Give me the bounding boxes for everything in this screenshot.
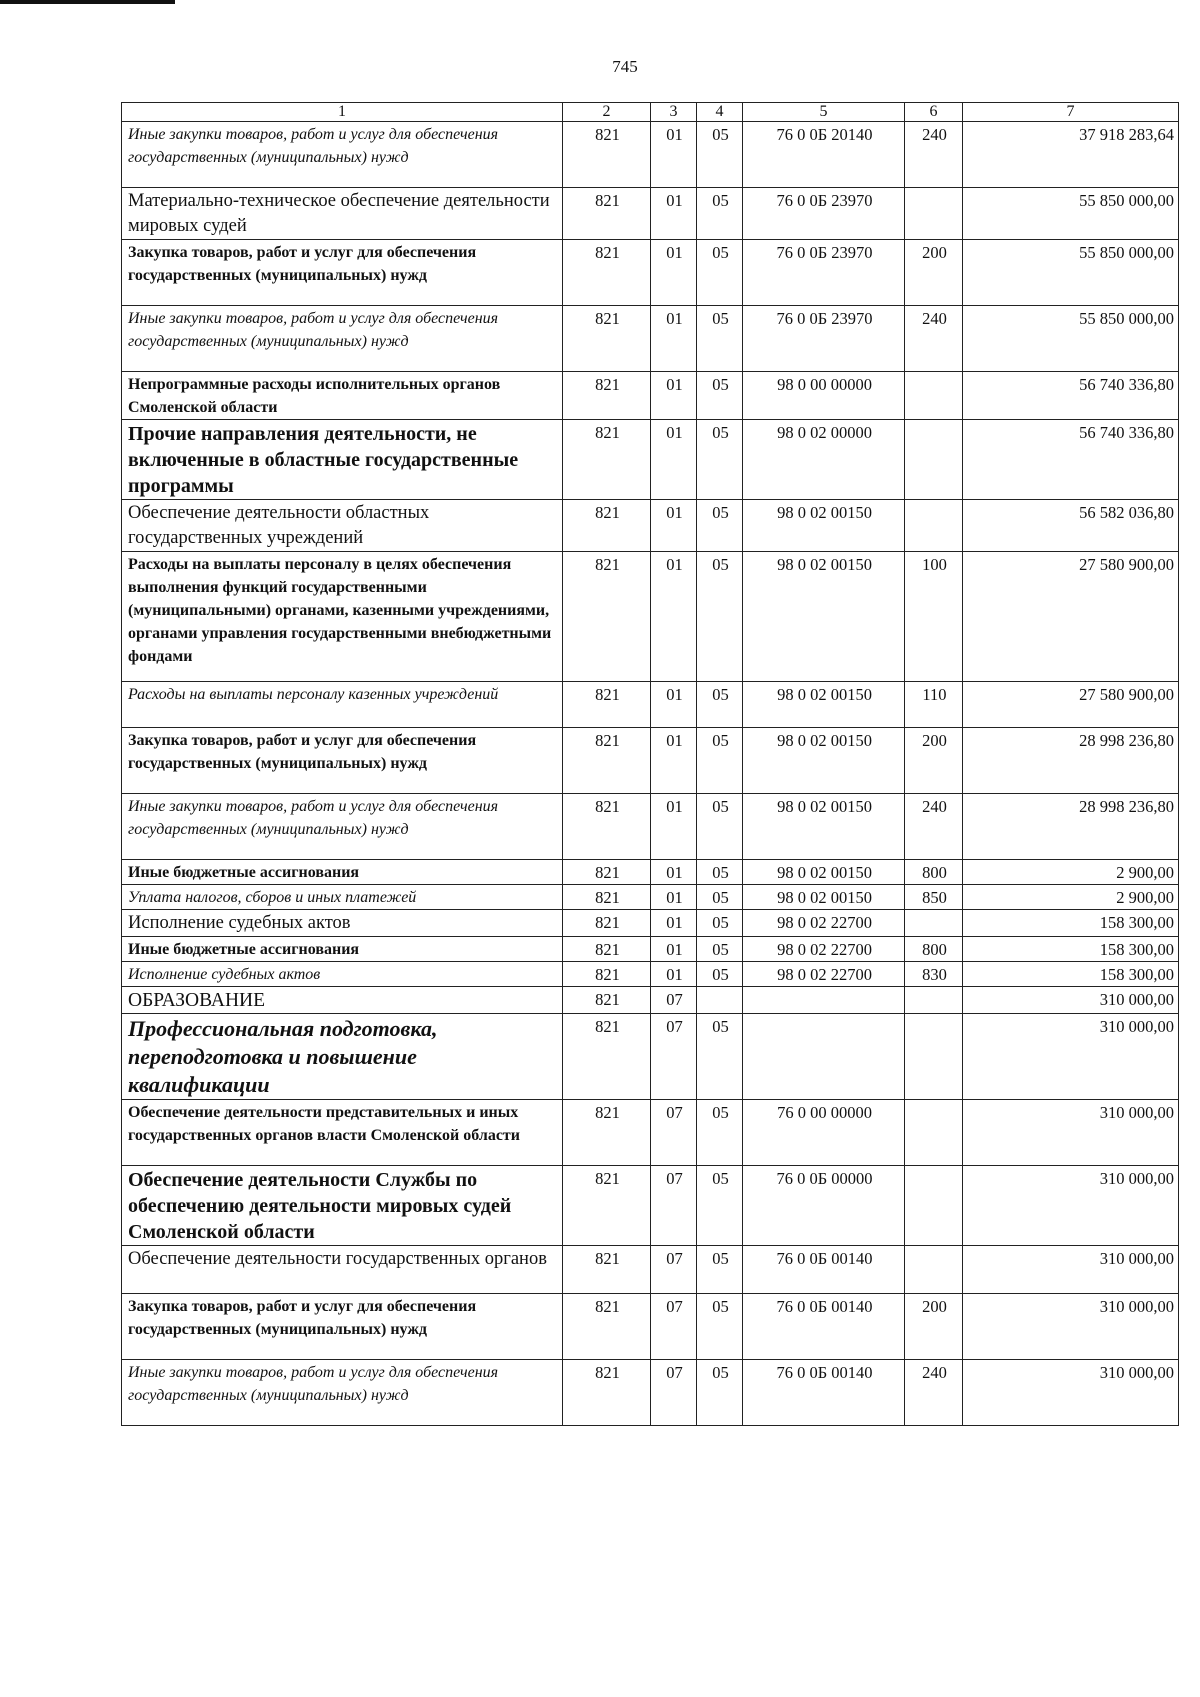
code-section: 01: [651, 500, 697, 552]
budget-table: [121, 102, 1179, 1426]
code-expense-type: [905, 987, 963, 1014]
code-section: 01: [651, 937, 697, 962]
code-expense-type: 800: [905, 860, 963, 885]
amount: 55 850 000,00: [963, 306, 1179, 372]
row-name: Иные бюджетные ассигнования: [122, 937, 563, 962]
code-target-article: 76 0 00 00000: [743, 1100, 905, 1166]
code-subsection: 05: [697, 188, 743, 240]
table-row: [122, 1014, 1179, 1100]
code-department: 821: [563, 188, 651, 240]
code-department: 821: [563, 728, 651, 794]
column-header: 2: [563, 103, 651, 122]
code-target-article: 76 0 0Б 20140: [743, 122, 905, 188]
row-name: ОБРАЗОВАНИЕ: [122, 987, 563, 1014]
code-subsection: 05: [697, 372, 743, 420]
table-row: [122, 682, 1179, 728]
code-subsection: 05: [697, 306, 743, 372]
code-department: 821: [563, 1294, 651, 1360]
code-target-article: 76 0 0Б 00140: [743, 1294, 905, 1360]
code-expense-type: [905, 1166, 963, 1246]
code-target-article: 76 0 0Б 00000: [743, 1166, 905, 1246]
code-target-article: 76 0 0Б 23970: [743, 306, 905, 372]
column-header: 4: [697, 103, 743, 122]
amount: 158 300,00: [963, 937, 1179, 962]
amount: 28 998 236,80: [963, 794, 1179, 860]
code-department: 821: [563, 1014, 651, 1100]
code-target-article: 76 0 0Б 23970: [743, 188, 905, 240]
row-name: Прочие направления деятельности, не включенные в областные государственные программы: [122, 420, 563, 500]
column-header: 7: [963, 103, 1179, 122]
code-target-article: 98 0 02 00150: [743, 794, 905, 860]
table-row: [122, 987, 1179, 1014]
row-name: Уплата налогов, сборов и иных платежей: [122, 885, 563, 910]
table-row: [122, 188, 1179, 240]
code-department: 821: [563, 860, 651, 885]
code-subsection: 05: [697, 860, 743, 885]
code-target-article: [743, 987, 905, 1014]
code-expense-type: 200: [905, 1294, 963, 1360]
code-subsection: 05: [697, 1014, 743, 1100]
code-subsection: 05: [697, 1360, 743, 1426]
code-department: 821: [563, 1166, 651, 1246]
row-name: Закупка товаров, работ и услуг для обеспечения государственных (муниципальных) нужд: [122, 728, 563, 794]
code-target-article: 98 0 02 00000: [743, 420, 905, 500]
scan-edge-mark: [0, 0, 175, 4]
code-department: 821: [563, 306, 651, 372]
code-subsection: 05: [697, 1166, 743, 1246]
code-section: 07: [651, 1014, 697, 1100]
code-expense-type: [905, 372, 963, 420]
table-row: [122, 1360, 1179, 1426]
code-target-article: 76 0 0Б 00140: [743, 1360, 905, 1426]
code-target-article: 98 0 02 00150: [743, 682, 905, 728]
code-target-article: 98 0 02 00150: [743, 860, 905, 885]
amount: 310 000,00: [963, 1166, 1179, 1246]
code-department: 821: [563, 937, 651, 962]
code-subsection: 05: [697, 794, 743, 860]
column-header: 5: [743, 103, 905, 122]
code-expense-type: 100: [905, 552, 963, 682]
code-target-article: 98 0 02 00150: [743, 728, 905, 794]
amount: 310 000,00: [963, 1246, 1179, 1294]
table-row: [122, 122, 1179, 188]
row-name: Расходы на выплаты персоналу казенных учреждений: [122, 682, 563, 728]
code-subsection: 05: [697, 937, 743, 962]
code-subsection: 05: [697, 1100, 743, 1166]
table-row: [122, 372, 1179, 420]
table-row: [122, 240, 1179, 306]
code-subsection: 05: [697, 420, 743, 500]
code-subsection: 05: [697, 728, 743, 794]
code-target-article: 76 0 0Б 23970: [743, 240, 905, 306]
row-name: Закупка товаров, работ и услуг для обеспечения государственных (муниципальных) нужд: [122, 240, 563, 306]
code-department: 821: [563, 962, 651, 987]
row-name: Обеспечение деятельности представительных и иных государственных органов власти Смоленской области: [122, 1100, 563, 1166]
code-section: 07: [651, 1360, 697, 1426]
row-name: Непрограммные расходы исполнительных органов Смоленской области: [122, 372, 563, 420]
row-name: Обеспечение деятельности областных государственных учреждений: [122, 500, 563, 552]
code-department: 821: [563, 500, 651, 552]
amount: 158 300,00: [963, 962, 1179, 987]
table-row: [122, 306, 1179, 372]
amount: 310 000,00: [963, 987, 1179, 1014]
table-row: [122, 552, 1179, 682]
code-target-article: 98 0 02 22700: [743, 937, 905, 962]
code-expense-type: 200: [905, 728, 963, 794]
code-section: 07: [651, 1166, 697, 1246]
table-row: [122, 794, 1179, 860]
code-section: 01: [651, 306, 697, 372]
row-name: Материально-техническое обеспечение деятельности мировых судей: [122, 188, 563, 240]
code-subsection: 05: [697, 682, 743, 728]
code-target-article: 98 0 00 00000: [743, 372, 905, 420]
row-name: Иные закупки товаров, работ и услуг для обеспечения государственных (муниципальных) нужд: [122, 1360, 563, 1426]
code-target-article: 98 0 02 22700: [743, 910, 905, 937]
amount: 2 900,00: [963, 860, 1179, 885]
table-row: [122, 500, 1179, 552]
column-header: 6: [905, 103, 963, 122]
table-row: [122, 728, 1179, 794]
code-expense-type: 200: [905, 240, 963, 306]
code-department: 821: [563, 1360, 651, 1426]
amount: 55 850 000,00: [963, 188, 1179, 240]
code-expense-type: 850: [905, 885, 963, 910]
column-header: 1: [122, 103, 563, 122]
amount: 310 000,00: [963, 1360, 1179, 1426]
code-subsection: 05: [697, 885, 743, 910]
code-expense-type: 800: [905, 937, 963, 962]
code-expense-type: [905, 1246, 963, 1294]
code-expense-type: 240: [905, 1360, 963, 1426]
code-department: 821: [563, 552, 651, 682]
code-subsection: 05: [697, 1294, 743, 1360]
table-row: [122, 1294, 1179, 1360]
amount: 37 918 283,64: [963, 122, 1179, 188]
row-name: Закупка товаров, работ и услуг для обеспечения государственных (муниципальных) нужд: [122, 1294, 563, 1360]
row-name: Исполнение судебных актов: [122, 962, 563, 987]
code-expense-type: [905, 420, 963, 500]
code-subsection: [697, 987, 743, 1014]
code-department: 821: [563, 682, 651, 728]
amount: 56 740 336,80: [963, 420, 1179, 500]
amount: 27 580 900,00: [963, 682, 1179, 728]
code-department: 821: [563, 240, 651, 306]
code-target-article: 98 0 02 00150: [743, 552, 905, 682]
table-row: [122, 860, 1179, 885]
amount: 27 580 900,00: [963, 552, 1179, 682]
code-expense-type: 240: [905, 306, 963, 372]
amount: 158 300,00: [963, 910, 1179, 937]
code-section: 07: [651, 1246, 697, 1294]
amount: 310 000,00: [963, 1014, 1179, 1100]
code-section: 01: [651, 885, 697, 910]
row-name: Иные закупки товаров, работ и услуг для обеспечения государственных (муниципальных) нужд: [122, 306, 563, 372]
header-row: [122, 103, 1179, 122]
code-department: 821: [563, 1246, 651, 1294]
code-department: 821: [563, 1100, 651, 1166]
row-name: Иные бюджетные ассигнования: [122, 860, 563, 885]
code-target-article: 76 0 0Б 00140: [743, 1246, 905, 1294]
code-section: 01: [651, 372, 697, 420]
code-department: 821: [563, 372, 651, 420]
row-name: Обеспечение деятельности государственных органов: [122, 1246, 563, 1294]
amount: 2 900,00: [963, 885, 1179, 910]
row-name: Иные закупки товаров, работ и услуг для обеспечения государственных (муниципальных) нужд: [122, 122, 563, 188]
code-subsection: 05: [697, 910, 743, 937]
code-department: 821: [563, 885, 651, 910]
table-row: [122, 910, 1179, 937]
code-section: 01: [651, 420, 697, 500]
table-row: [122, 1100, 1179, 1166]
code-expense-type: [905, 500, 963, 552]
code-expense-type: [905, 188, 963, 240]
code-target-article: 98 0 02 00150: [743, 500, 905, 552]
code-section: 01: [651, 962, 697, 987]
code-department: 821: [563, 420, 651, 500]
row-name: Расходы на выплаты персоналу в целях обеспечения выполнения функций государственными (муниципальными) органами, казенными учреждениями, органами управления государственными внебюджетными фондами: [122, 552, 563, 682]
code-expense-type: [905, 1014, 963, 1100]
code-section: 01: [651, 794, 697, 860]
code-target-article: [743, 1014, 905, 1100]
table-row: [122, 420, 1179, 500]
code-department: 821: [563, 987, 651, 1014]
row-name: Исполнение судебных актов: [122, 910, 563, 937]
code-target-article: 98 0 02 22700: [743, 962, 905, 987]
amount: 310 000,00: [963, 1100, 1179, 1166]
amount: 56 740 336,80: [963, 372, 1179, 420]
code-section: 01: [651, 682, 697, 728]
table-row: [122, 1246, 1179, 1294]
code-section: 07: [651, 1100, 697, 1166]
code-section: 01: [651, 240, 697, 306]
code-section: 01: [651, 860, 697, 885]
code-department: 821: [563, 794, 651, 860]
table-row: [122, 962, 1179, 987]
code-expense-type: [905, 1100, 963, 1166]
row-name: Обеспечение деятельности Службы по обеспечению деятельности мировых судей Смоленской области: [122, 1166, 563, 1246]
table-row: [122, 1166, 1179, 1246]
code-expense-type: 240: [905, 794, 963, 860]
amount: 28 998 236,80: [963, 728, 1179, 794]
amount: 55 850 000,00: [963, 240, 1179, 306]
row-name: Иные закупки товаров, работ и услуг для обеспечения государственных (муниципальных) нужд: [122, 794, 563, 860]
column-header: 3: [651, 103, 697, 122]
amount: 310 000,00: [963, 1294, 1179, 1360]
table-row: [122, 937, 1179, 962]
amount: 56 582 036,80: [963, 500, 1179, 552]
code-section: 07: [651, 1294, 697, 1360]
code-expense-type: 110: [905, 682, 963, 728]
code-section: 01: [651, 910, 697, 937]
code-department: 821: [563, 122, 651, 188]
code-section: 01: [651, 728, 697, 794]
code-subsection: 05: [697, 552, 743, 682]
page-number: 745: [612, 57, 638, 76]
code-section: 01: [651, 552, 697, 682]
code-expense-type: [905, 910, 963, 937]
code-expense-type: 240: [905, 122, 963, 188]
code-subsection: 05: [697, 240, 743, 306]
code-section: 07: [651, 987, 697, 1014]
table-row: [122, 885, 1179, 910]
code-section: 01: [651, 122, 697, 188]
code-expense-type: 830: [905, 962, 963, 987]
code-subsection: 05: [697, 1246, 743, 1294]
code-section: 01: [651, 188, 697, 240]
code-department: 821: [563, 910, 651, 937]
code-subsection: 05: [697, 122, 743, 188]
code-target-article: 98 0 02 00150: [743, 885, 905, 910]
code-subsection: 05: [697, 500, 743, 552]
code-subsection: 05: [697, 962, 743, 987]
row-name: Профессиональная подготовка, переподготовка и повышение квалификации: [122, 1014, 563, 1100]
